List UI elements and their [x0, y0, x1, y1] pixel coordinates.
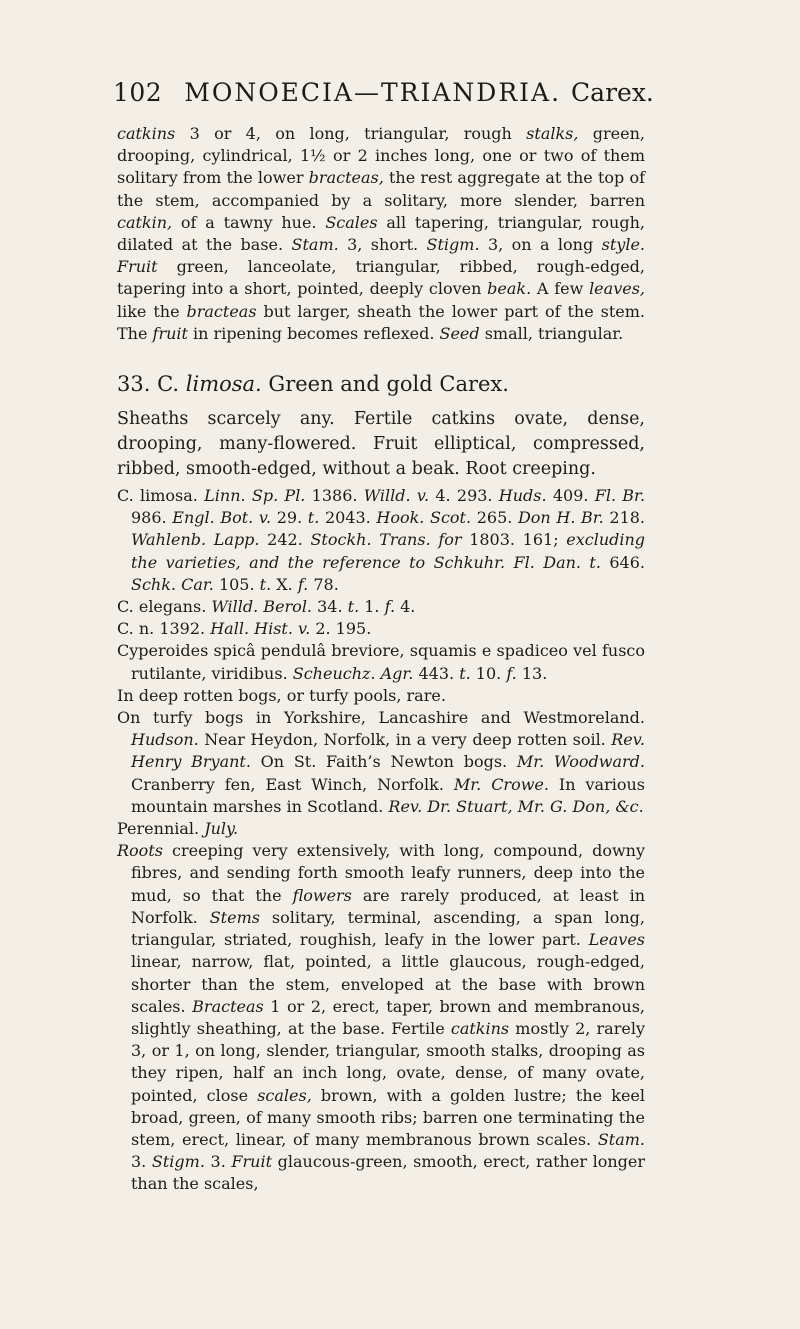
italic-run: Willd. v. [363, 486, 430, 506]
text-run: brown, with a golden lustre; the keel broad, green, of many smooth ribs; barren one terminating the stem, erect, linear, of many membranous brown scales. [131, 1085, 646, 1149]
italic-run: Schk. Car. [131, 574, 214, 594]
text-run: in ripening becomes reflexed. [187, 323, 440, 343]
italic-run: Stam. [291, 235, 339, 255]
italic-run: f. [506, 663, 517, 683]
italic-run: Stigm. [151, 1152, 205, 1172]
italic-run: catkins [117, 124, 176, 143]
synonym-paragraph [117, 596, 645, 618]
text-run: C. elegans. [117, 597, 212, 617]
text-run: Sheaths scarcely any. Fertile catkins ovate, dense, drooping, many-flowered. Fruit elliptical, compressed, ribbed, smooth-edged, without a beak. Root creeping. [117, 409, 645, 480]
italic-run: Mr. Crowe. [453, 774, 549, 794]
text-run: like the [117, 301, 187, 321]
italic-run: Don H. Br. [517, 508, 604, 528]
text-run: 3 or 4, on long, triangular, rough [175, 124, 527, 143]
header-genus: Carex. [571, 78, 654, 107]
text-run: 2043. [319, 508, 377, 528]
italic-run: t. [259, 574, 272, 594]
text-run: 218. [603, 508, 646, 528]
text-run: 409. [546, 486, 595, 506]
italic-run: Linn. Sp. Pl. [204, 486, 306, 506]
italic-run: catkin, [117, 212, 173, 232]
italic-run: f. [297, 574, 309, 594]
italic-run: bracteas, [308, 168, 384, 188]
text-run: On St. Faith’s Newton bogs. [250, 752, 517, 772]
text-run: 4. 293. [429, 486, 499, 506]
italic-run: Fruit [117, 257, 158, 277]
italic-run: f. [384, 597, 396, 617]
italic-run: Roots [117, 841, 163, 861]
italic-run: Leaves [588, 930, 645, 950]
text-run: 646. [600, 552, 645, 572]
italic-run: fruit [152, 323, 188, 343]
italic-run: Mr. Woodward. [516, 752, 646, 772]
text-run: 1386. [305, 486, 364, 506]
synonym-paragraph [117, 485, 645, 596]
text-run: C. n. 1392. [117, 619, 211, 639]
text-run: 29. [271, 508, 308, 528]
text-run: 78. [308, 574, 339, 594]
text-run: On turfy bogs in Yorkshire, Lancashire and Westmoreland. [117, 708, 645, 728]
italic-run: excluding the varieties, and the reference to Schkuhr. Fl. Dan. t. [131, 530, 646, 572]
text-run: Cyperoides spicâ pendulâ breviore, squamis e spadiceo vel fusco rutilante, viridibus. [117, 641, 645, 683]
habitat-paragraph [117, 685, 645, 707]
species-number: 33. C. [117, 372, 180, 397]
italic-run: Willd. Berol. [211, 597, 313, 617]
italic-run: Stigm. [426, 235, 480, 255]
italic-run: Seed [439, 323, 480, 343]
italic-run: Stems [209, 907, 260, 927]
continued-description [117, 123, 645, 345]
text-run: Near Heydon, Norfolk, in a very deep rotten soil. [198, 730, 612, 750]
italic-run: leaves, [589, 279, 645, 299]
text-run: In various mountain marshes in Scotland. [131, 774, 645, 816]
text-run: In deep rotten bogs, or turfy pools, rare. [117, 685, 446, 705]
italic-run: style. [601, 235, 646, 255]
text-run: 3, on a long [479, 235, 602, 255]
text-run: are rarely produced, at least in Norfolk. [131, 885, 645, 927]
localities-paragraph [117, 707, 645, 818]
text-run: solitary, terminal, ascending, a span long, triangular, striated, roughish, leafy in the lower part. [131, 907, 645, 950]
italic-run: Rev. Dr. Stuart, Mr. G. Don, &c. [388, 796, 644, 816]
italic-run: Hook. Scot. [376, 508, 472, 528]
species-common-name: Green and gold Carex. [268, 372, 509, 397]
text-run: 105. [213, 574, 260, 594]
text-run: glaucous-green, smooth, erect, rather longer than the scales, [131, 1152, 646, 1194]
italic-run: Rev. Henry Bryant. [131, 730, 645, 772]
text-run: creeping very extensively, with long, compound, downy fibres, and sending forth smooth leafy runners, deep into the mud, so that the [131, 841, 645, 905]
italic-run: Scales [325, 212, 378, 232]
text-run: 34. [312, 597, 348, 617]
italic-run: t. [459, 663, 471, 683]
page-number: 102 [113, 78, 163, 107]
italic-run: t. [347, 597, 360, 617]
italic-run: Bracteas [192, 996, 264, 1016]
text-run: linear, narrow, flat, pointed, a little glaucous, rough-edged, shorter than the stem, enveloped at the base with brown scales. [131, 952, 645, 1016]
text-run: 986. [131, 508, 173, 528]
italic-run: Wahlenb. Lapp. [131, 530, 260, 550]
italic-run: bracteas [186, 301, 257, 321]
text-run: 2. 195. [310, 619, 372, 639]
text-run: 3. [204, 1152, 232, 1172]
text-run: 1 or 2, erect, taper, brown and membranous, slightly sheathing, at the base. Fertile [131, 996, 645, 1038]
text-run: 13. [516, 663, 548, 683]
header-title: MONOECIA—TRIANDRIA. [184, 78, 562, 107]
duration-paragraph [117, 818, 645, 840]
text-run: Cranberry fen, East Winch, Norfolk. [131, 774, 454, 794]
italic-run: flowers [292, 885, 352, 905]
text-run: but larger, sheath the lower part of the stem. The [117, 301, 646, 343]
italic-run: scales, [257, 1085, 312, 1105]
text-run: 265. [471, 508, 518, 528]
text-run: small, triangular. [479, 323, 624, 343]
italic-run: Fruit [231, 1152, 273, 1172]
text-run: 1803. 161; [461, 530, 567, 550]
text-run: of a tawny hue. [172, 212, 326, 232]
italic-run: stalks, [526, 124, 579, 143]
text-run: 10. [470, 663, 507, 683]
text-run: C. limosa. [117, 486, 205, 506]
text-run: green, lanceolate, triangular, ribbed, rough-edged, tapering into a short, pointed, deeply cloven [117, 257, 645, 299]
italic-run: Engl. Bot. v. [172, 508, 272, 528]
text-run: 3. [131, 1152, 152, 1172]
italic-run: Hudson. [131, 730, 199, 750]
italic-run: t. [307, 508, 320, 528]
text-run: all tapering, triangular, rough, dilated at the base. [117, 212, 645, 255]
italic-run: Hall. Hist. v. [210, 619, 311, 639]
text-run: Perennial. [117, 819, 205, 839]
italic-run: Scheuchz. Agr. [292, 663, 414, 683]
italic-run: Fl. Br. [594, 486, 646, 506]
italic-run: Stam. [597, 1129, 645, 1149]
description-paragraph [117, 840, 645, 1195]
running-header [113, 78, 654, 107]
synonym-paragraph [117, 618, 645, 640]
text-run: A few [531, 279, 590, 299]
synonym-paragraph [117, 640, 645, 684]
text-run: 1. [359, 597, 385, 617]
species-heading [117, 371, 645, 397]
italic-run: Huds. [498, 486, 547, 506]
italic-run: Stockh. Trans. for [310, 530, 462, 550]
text-run: 4. [395, 597, 416, 617]
text-run: green, drooping, cylindrical, 1½ or 2 inches long, one or two of them solitary from the lower [117, 124, 645, 188]
text-run: the rest aggregate at the top of the stem, accompanied by a solitary, more slender, barren [117, 168, 645, 210]
italic-run: July. [204, 819, 239, 839]
text-run: mostly 2, rarely 3, or 1, on long, slender, triangular, smooth stalks, drooping as they ripen, half an inch long, ovate, dense, of many ovate, pointed, close [131, 1018, 645, 1105]
text-run: 3, short. [338, 235, 427, 255]
italic-run: beak. [487, 279, 532, 299]
italic-run: catkins [450, 1018, 510, 1038]
species-name: limosa. [185, 372, 262, 397]
text-run: 242. [259, 530, 311, 550]
specific-character [117, 407, 645, 482]
page-body [117, 123, 645, 1196]
text-run: 443. [413, 663, 460, 683]
text-run: X. [271, 574, 298, 594]
